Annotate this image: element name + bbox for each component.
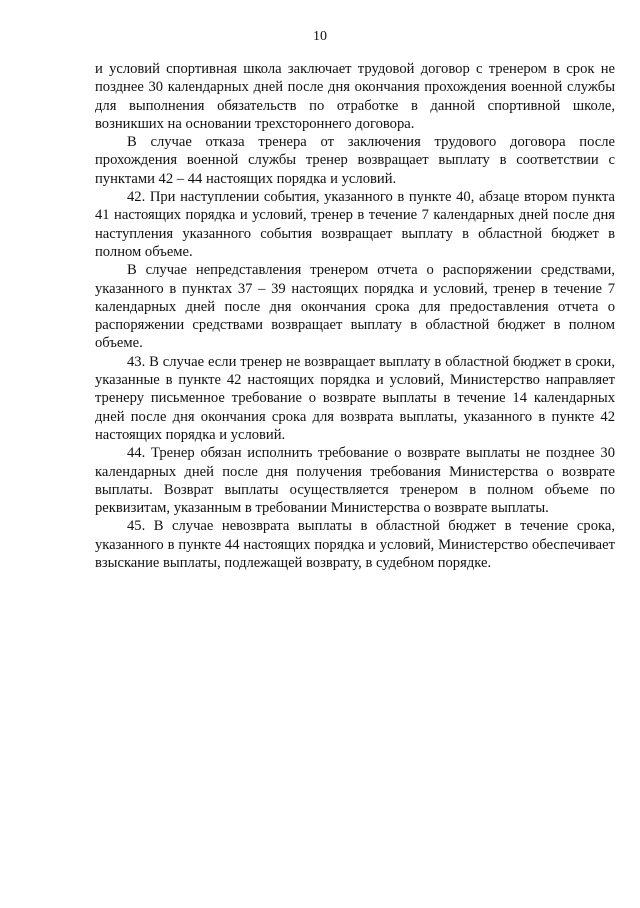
paragraph-item-43: 43. В случае если тренер не возвращает выплату в областной бюджет в сроки, указанные в пункте 42 настоящих порядка и условий, Министерство направляет тренеру письменное требование о возврате выплаты в течение 14 календарных дней после дня окончания срока для возврата выплаты, указанного в пункте 42 настоящих порядка и условий. bbox=[95, 353, 615, 443]
paragraph-continuation: и условий спортивная школа заключает трудовой договор с тренером в срок не позднее 30 календарных дней после дня окончания прохождения военной службы для выполнения обязательств по отработке в данной спортивной школе, возникших на основании трехстороннего договора. bbox=[95, 61, 615, 132]
paragraph-refusal-case: В случае отказа тренера от заключения трудового договора после прохождения военной службы тренер возвращает выплату в соответствии с пунктами 42 – 44 настоящих порядка и условий. bbox=[95, 134, 615, 187]
paragraph-item-42: 42. При наступлении события, указанного в пункте 40, абзаце втором пункта 41 настоящих порядка и условий, тренер в течение 7 календарных дней после дня наступления указанного события возвращает выплату в областной бюджет в полном объеме. bbox=[95, 189, 615, 260]
paragraph-item-45: 45. В случае невозврата выплаты в областной бюджет в течение срока, указанного в пункте 44 настоящих порядка и условий, Министерство обеспечивает взыскание выплаты, подлежащей возврату, в судебном порядке. bbox=[95, 518, 615, 572]
paragraph-item-44: 44. Тренер обязан исполнить требование о возврате выплаты не позднее 30 календарных дней после дня получения требования Министерства о возврате выплаты. Возврат выплаты осуществляется тренером в полном объеме по реквизитам, указанным в требовании Министерства о возврате выплаты. bbox=[95, 445, 615, 517]
document-body bbox=[95, 60, 615, 572]
page-number: 10 bbox=[313, 29, 327, 44]
paragraph-report-failure: В случае непредставления тренером отчета о распоряжении средствами, указанного в пунктах 37 – 39 настоящих порядка и условий, тренер в течение 7 календарных дней после дня окончания срока для предоставления отчета о распоряжении средствами возвращает выплату в областной бюджет в полном объеме. bbox=[95, 262, 615, 352]
